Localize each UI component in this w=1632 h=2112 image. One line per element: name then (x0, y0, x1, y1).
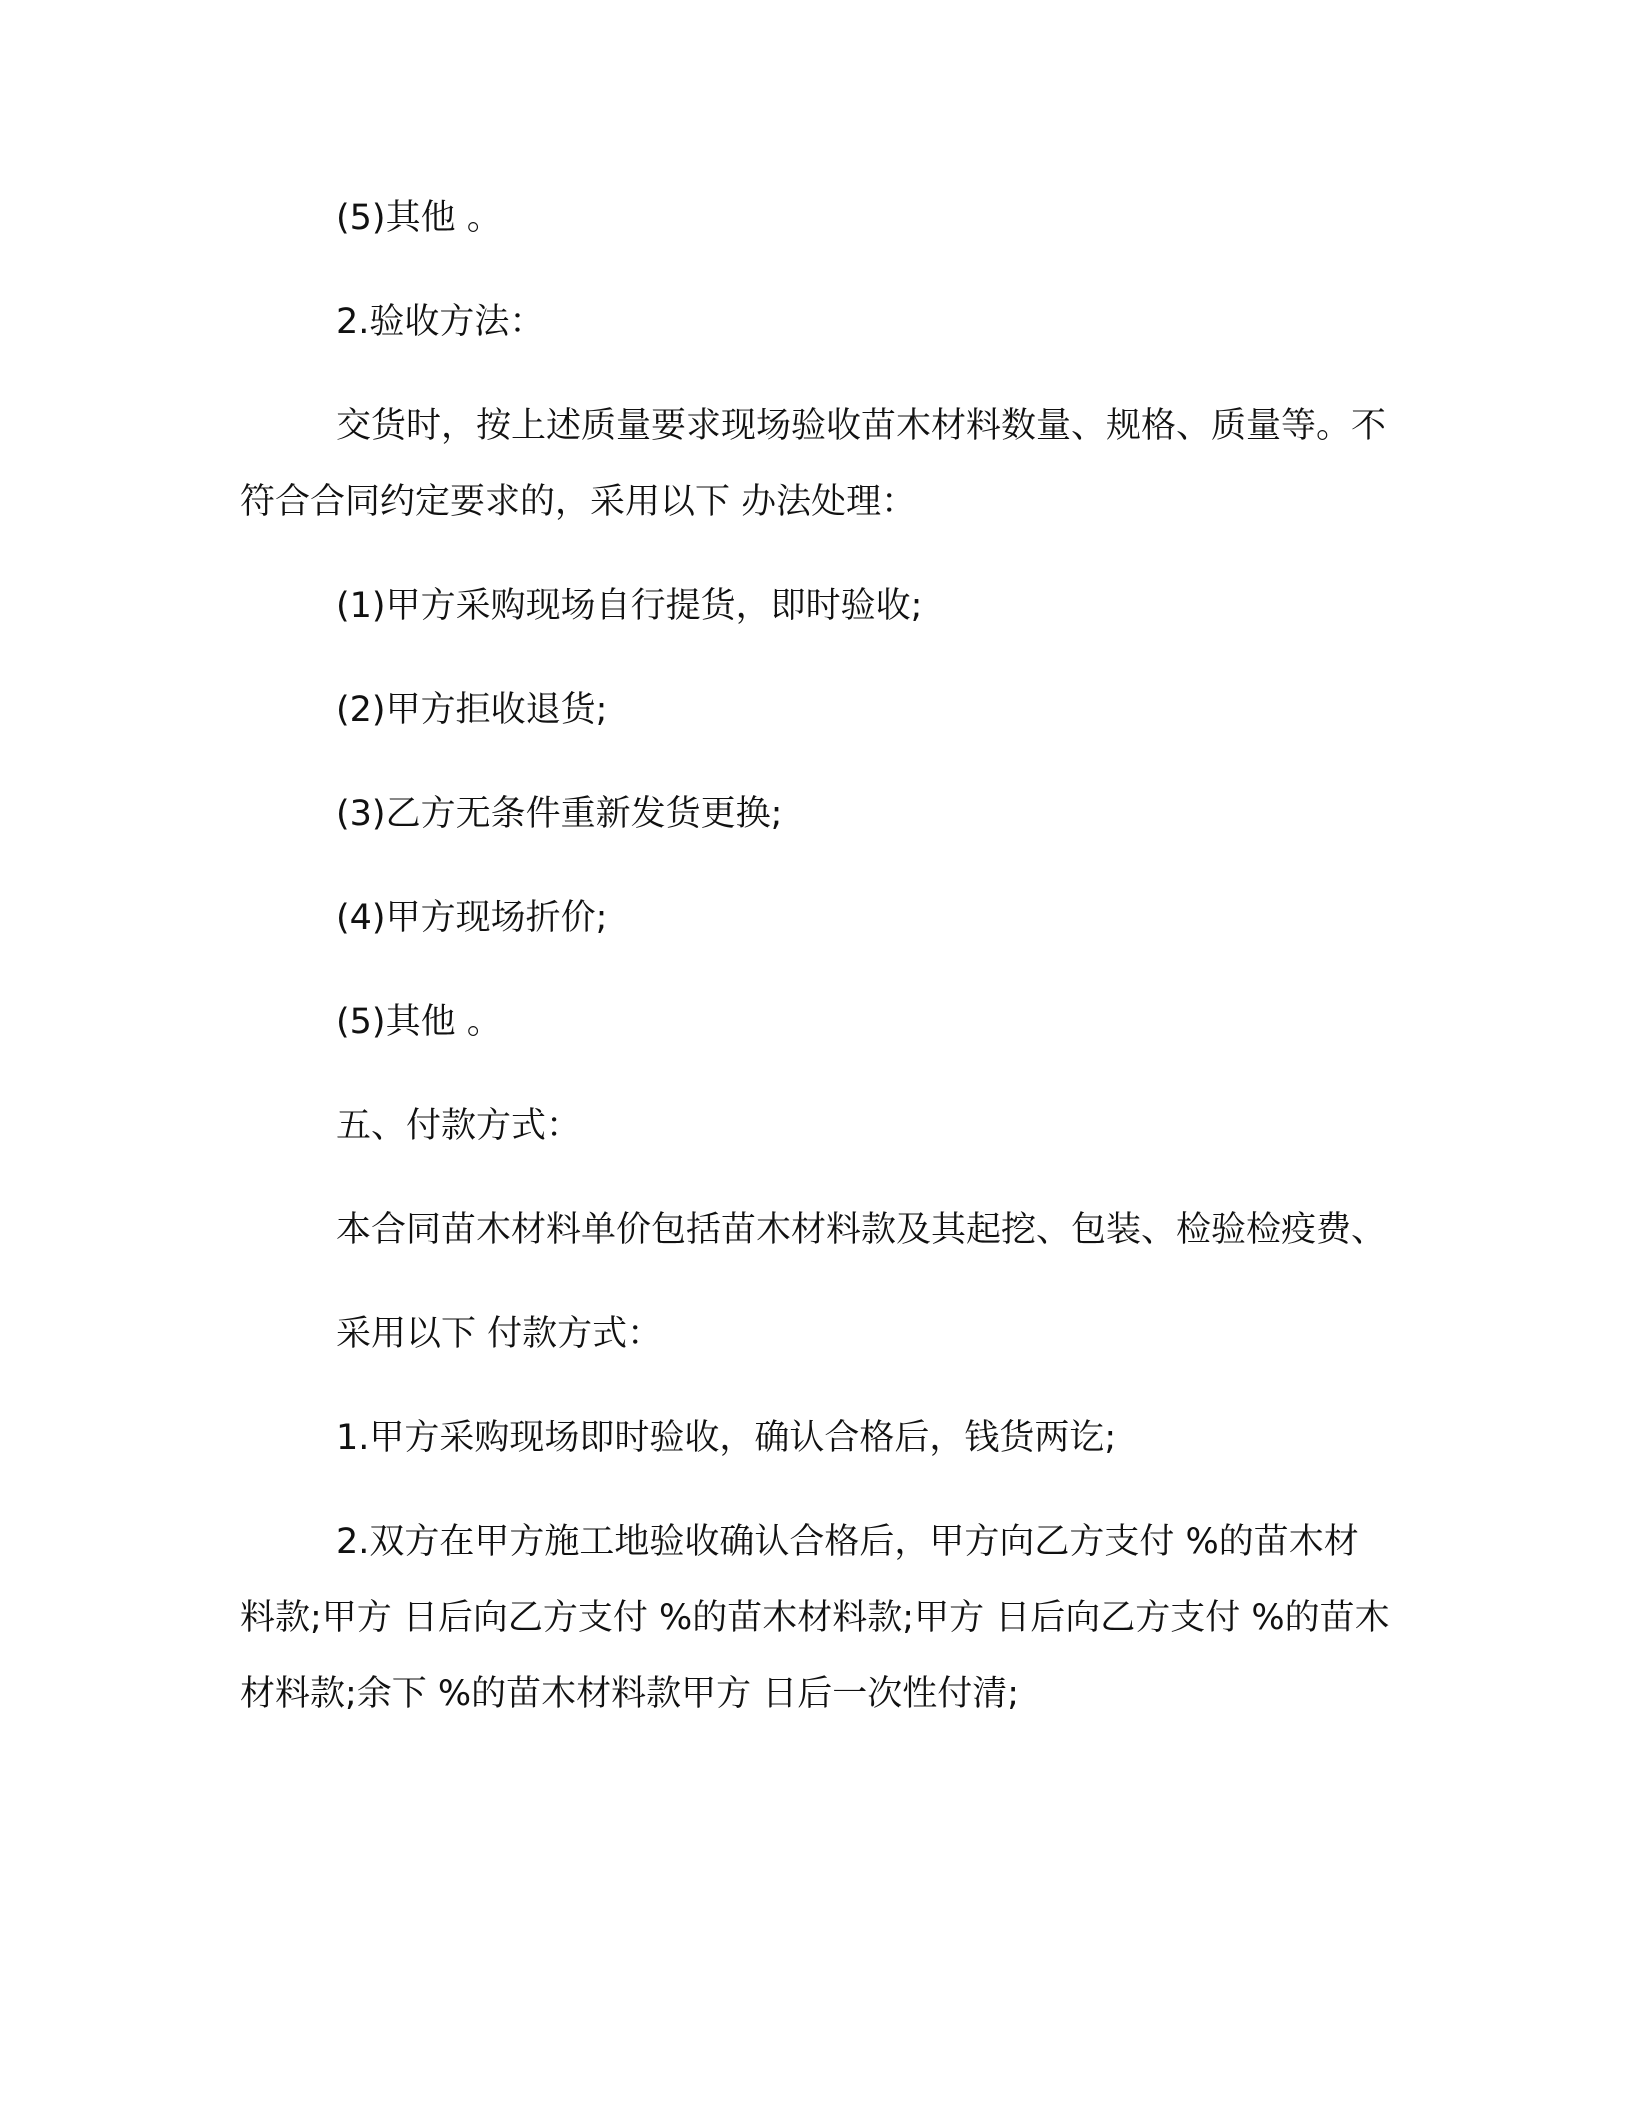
paragraph-other-2: (5)其他 。 (336, 1002, 502, 1042)
paragraph-item-1: (1)甲方采购现场自行提货，即时验收; (336, 586, 923, 626)
paragraph-payment-heading: 五、付款方式： (336, 1106, 582, 1146)
paragraph-acceptance-method-heading: 2.验收方法： (336, 302, 545, 342)
paragraph-item-3: (3)乙方无条件重新发货更换; (336, 794, 783, 834)
paragraph-delivery-acceptance: 交货时，按上述质量要求现场验收苗木材料数量、规格、质量等。不符合合同约定要求的，采用以下 办法处理： (240, 406, 1387, 522)
paragraph-item-2: (2)甲方拒收退货; (336, 690, 608, 730)
paragraph-item-4: (4)甲方现场折价; (336, 898, 608, 938)
paragraph-other-1: (5)其他 。 (336, 198, 502, 238)
paragraph-payment-option-1: 1.甲方采购现场即时验收，确认合格后，钱货两讫; (336, 1418, 1117, 1458)
paragraph-unit-price: 本合同苗木材料单价包括苗木材料款及其起挖、包装、检验检疫费、 (336, 1210, 1387, 1250)
paragraph-payment-option-2: 2.双方在甲方施工地验收确认合格后，甲方向乙方支付 %的苗木材料款;甲方 日后向乙方支付 %的苗木材料款;甲方 日后向乙方支付 %的苗木材料款;余下 %的苗木材料款甲方 日后一次性付清; (240, 1522, 1390, 1714)
paragraph-payment-intro: 采用以下 付款方式： (336, 1314, 663, 1354)
document-body (240, 180, 1390, 1760)
